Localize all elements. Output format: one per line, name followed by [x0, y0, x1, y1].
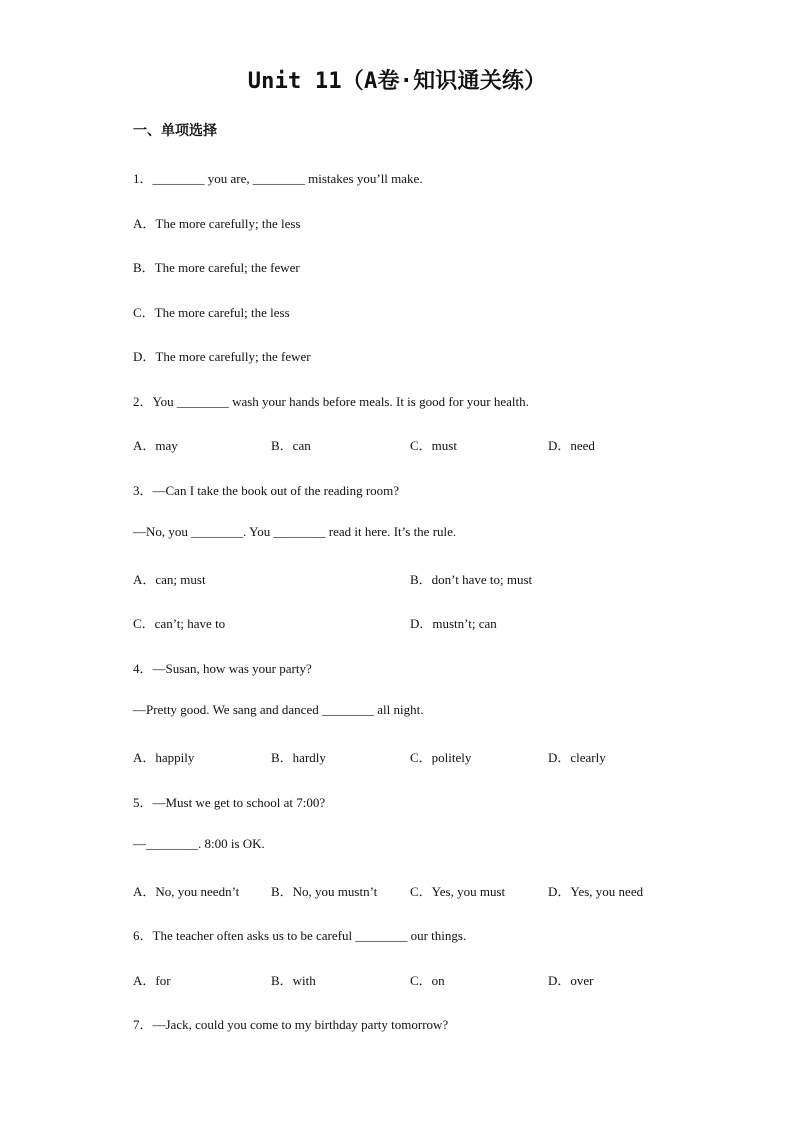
question-1-stem: 1．________ you are, ________ mistakes you’ll make. — [133, 171, 423, 186]
question-6-option-a[interactable]: A．for — [133, 973, 171, 988]
question-3-option-c[interactable]: C．can’t; have to — [133, 616, 226, 631]
question-5-option-c[interactable]: C．Yes, you must — [410, 884, 506, 899]
question-6-stem: 6．The teacher often asks us to be careful ________ our things. — [133, 928, 467, 943]
question-3-option-d[interactable]: D．mustn’t; can — [410, 616, 497, 631]
question-5-option-a[interactable]: A．No, you needn’t — [133, 884, 240, 899]
question-2-stem: 2．You ________ wash your hands before meals. It is good for your health. — [133, 394, 529, 409]
question-2-option-a[interactable]: A．may — [133, 438, 178, 453]
section-heading: 一、单项选择 — [133, 123, 217, 139]
question-1-option-c[interactable]: C．The more careful; the less — [133, 305, 290, 320]
question-5-option-d[interactable]: D．Yes, you need — [548, 884, 644, 899]
question-2-option-c[interactable]: C．must — [410, 438, 457, 453]
question-4-option-d[interactable]: D．clearly — [548, 750, 606, 765]
question-5-reply: —________. 8:00 is OK. — [133, 836, 265, 851]
question-5-option-b[interactable]: B．No, you mustn’t — [271, 884, 378, 899]
question-3-option-a[interactable]: A．can; must — [133, 572, 206, 587]
question-3-reply: —No, you ________. You ________ read it here. It’s the rule. — [133, 524, 457, 539]
question-1-option-a[interactable]: A．The more carefully; the less — [133, 216, 301, 231]
question-4-stem: 4．—Susan, how was your party? — [133, 661, 312, 676]
question-1-option-d[interactable]: D．The more carefully; the fewer — [133, 349, 311, 364]
question-4-option-c[interactable]: C．politely — [410, 750, 472, 765]
question-2-option-b[interactable]: B．can — [271, 438, 311, 453]
question-6-option-d[interactable]: D．over — [548, 973, 594, 988]
question-1-option-b[interactable]: B．The more careful; the fewer — [133, 260, 300, 275]
question-3-option-b[interactable]: B．don’t have to; must — [410, 572, 533, 587]
page-title: Unit 11（A卷·知识通关练） — [247, 69, 547, 94]
question-3-stem: 3．—Can I take the book out of the reading room? — [133, 483, 400, 498]
question-2-option-d[interactable]: D．need — [548, 438, 595, 453]
question-5-stem: 5．—Must we get to school at 7:00? — [133, 795, 326, 810]
question-4-option-a[interactable]: A．happily — [133, 750, 195, 765]
question-6-option-b[interactable]: B．with — [271, 973, 316, 988]
question-6-option-c[interactable]: C．on — [410, 973, 445, 988]
question-4-reply: —Pretty good. We sang and danced ________ all night. — [133, 702, 424, 717]
question-4-option-b[interactable]: B．hardly — [271, 750, 326, 765]
question-7-stem: 7．—Jack, could you come to my birthday party tomorrow? — [133, 1017, 449, 1032]
